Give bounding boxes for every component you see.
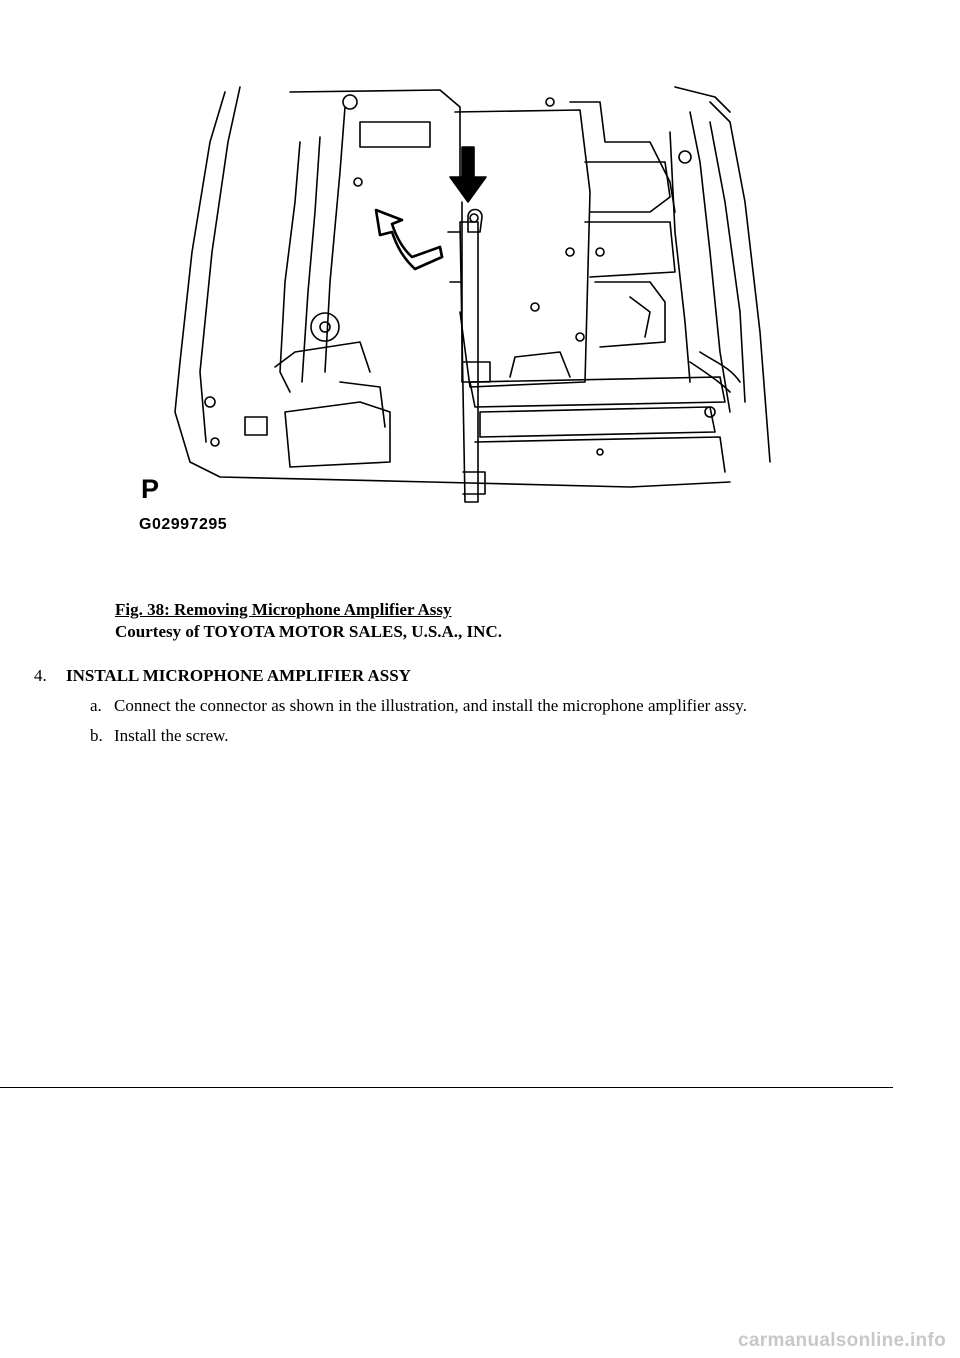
substep-letter: a. <box>90 696 102 715</box>
page-divider <box>0 1087 893 1088</box>
figure-image-code: G02997295 <box>139 516 228 533</box>
figure-caption-title[interactable]: Fig. 38: Removing Microphone Amplifier Assy <box>115 600 452 619</box>
figure-courtesy-line: Courtesy of TOYOTA MOTOR SALES, U.S.A., INC. <box>115 622 502 641</box>
step-title: INSTALL MICROPHONE AMPLIFIER ASSY <box>66 666 411 685</box>
substep-text: Install the screw. <box>114 726 229 745</box>
figure-view-letter: P <box>141 474 161 504</box>
watermark-text: carmanualsonline.info <box>738 1330 946 1351</box>
step-number: 4. <box>34 666 47 685</box>
substep-letter: b. <box>90 726 103 745</box>
illustration-microphone-amplifier <box>130 82 780 552</box>
substep-text: Connect the connector as shown in the illustration, and install the microphone amplifier assy. <box>114 696 747 715</box>
